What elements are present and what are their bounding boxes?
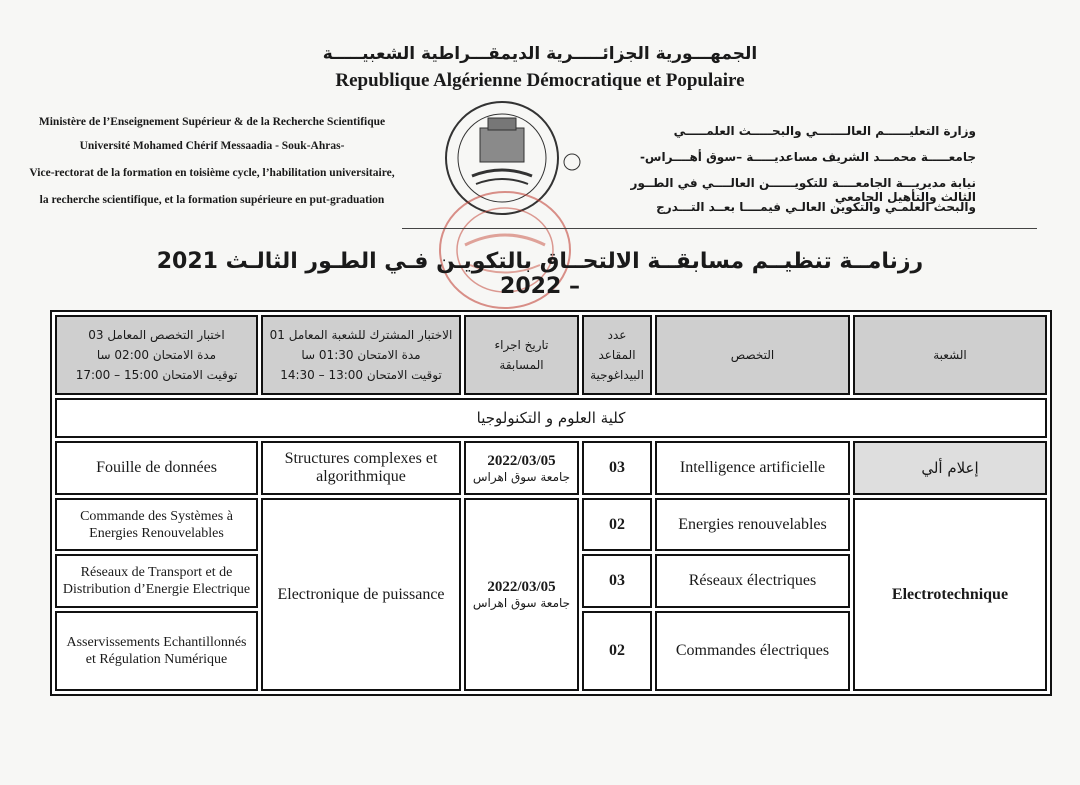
seats-count: 02 <box>582 611 652 691</box>
french-country-name: Republique Algérienne Démocratique et Populaire <box>335 70 745 91</box>
specialty-exam: Asservissements Echantillonnés et Régulation Numérique <box>55 611 258 691</box>
filiere-name: Electrotechnique <box>853 498 1047 691</box>
table-row <box>55 498 1047 550</box>
university-line-fr: Université Mohamed Chérif Messaadia - Souk-Ahras- <box>79 140 345 152</box>
exam-date: 2022/03/05 <box>487 579 556 596</box>
faculty-name: كلية العلوم و التكنولوجيا <box>55 398 1047 438</box>
vice-rectorat-line-fr: Vice-rectorat de la formation en toisième cycle, l’habilitation universitaire, <box>29 167 395 179</box>
specialite-name: Commandes électriques <box>655 611 850 691</box>
ministry-line-fr: Ministère de l’Enseignement Supérieur & de la Recherche Scientifique <box>38 116 386 128</box>
seats-count: 02 <box>582 498 652 550</box>
header-seats: عدد المقاعد البيداغوجية <box>582 315 652 395</box>
table-row <box>55 441 1047 495</box>
exam-place: جامعة سوق اهراس <box>472 596 571 611</box>
arabic-country-name: الجمهـــورية الجزائـــــرية الديمقـــراطية الشعبيـــــة <box>322 44 758 64</box>
common-exam: Structures complexes et algorithmique <box>261 441 461 495</box>
specialite-name: Réseaux électriques <box>655 554 850 608</box>
exam-date: 2022/03/05 <box>487 452 556 469</box>
exam-date-cell <box>464 498 579 691</box>
vice-rectorat-line-ar: نيابة مديريـــة الجامعــــة للتكويــــــن العالــــي في الطــور الثالث والتأهيل الجامعي <box>630 176 976 204</box>
schedule-table <box>50 310 1052 696</box>
filiere-name: إعلام ألي <box>853 441 1047 495</box>
research-line-ar: والبحث العلمـي والتكوين العالـي فيمــــا بعــد التـــدرج <box>656 200 976 214</box>
common-exam: Electronique de puissance <box>261 498 461 691</box>
research-line-fr: la recherche scientifique, et la formation supérieure en put-graduation <box>39 194 385 206</box>
document-title: رزنامــة تنظيــم مسابقــة الالتحــاق بالتكويـن فـي الطـور الثالـث 2021 – 2022 <box>156 249 924 299</box>
seats-count: 03 <box>582 441 652 495</box>
university-line-ar: جامعـــــة محمـــد الشريف مساعديـــــة –سوق أهــــراس- <box>639 150 976 164</box>
header-filiere: الشعبة <box>853 315 1047 395</box>
specialty-exam: Réseaux de Transport et de Distribution d’Energie Electrique <box>55 554 258 608</box>
specialty-exam: Fouille de données <box>55 441 258 495</box>
seats-count: 03 <box>582 554 652 608</box>
header-exam2: اختبار التخصص المعامل 03 مدة الامتحان 02:00 سا توقيت الامتحان 15:00 – 17:00 <box>55 315 258 395</box>
header-specialite: التخصص <box>655 315 850 395</box>
header-exam1: الاختبار المشترك للشعبة المعامل 01 مدة الامتحان 01:30 سا توقيت الامتحان 13:00 – 14:30 <box>261 315 461 395</box>
specialty-exam: Commande des Systèmes à Energies Renouvelables <box>55 498 258 550</box>
specialite-name: Intelligence artificielle <box>655 441 850 495</box>
header-row <box>55 315 1047 395</box>
exam-place: جامعة سوق اهراس <box>472 469 571 484</box>
faculty-row <box>55 398 1047 438</box>
header-date: تاريخ اجراء المسابقة <box>464 315 579 395</box>
specialite-name: Energies renouvelables <box>655 498 850 550</box>
ministry-line-ar: وزارة التعليــــــم العالـــــــي والبحـــــث العلمـــــي <box>673 124 976 138</box>
header-divider <box>402 228 1037 229</box>
exam-date-cell <box>464 441 579 495</box>
